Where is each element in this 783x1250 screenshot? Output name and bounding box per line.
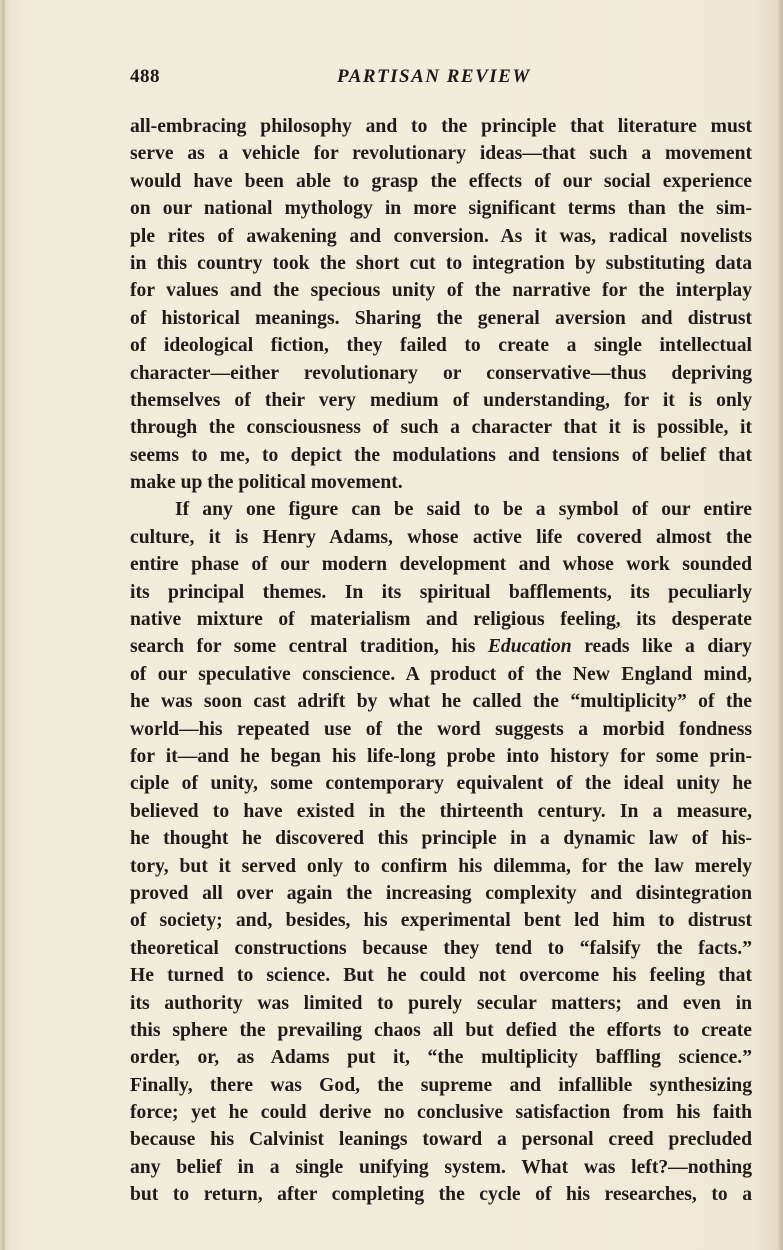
text-line: of historical meanings. Sharing the general aversion and distrust bbox=[130, 307, 752, 329]
text-line: on our national mythology in more significant terms than the sim- bbox=[130, 198, 752, 220]
text-line: culture, it is Henry Adams, whose active life covered almost the bbox=[130, 526, 752, 548]
text-line: native mixture of materialism and religious feeling, its desperate bbox=[130, 609, 752, 631]
text-line: force; yet he could derive no conclusive satisfaction from his faith bbox=[130, 1102, 752, 1124]
text-line: entire phase of our modern development and whose work sounded bbox=[130, 554, 752, 576]
text-line: for it—and he began his life-long probe into history for some prin- bbox=[130, 745, 752, 767]
page-number: 488 bbox=[130, 66, 160, 87]
text-line: He turned to science. But he could not overcome his feeling that bbox=[130, 965, 752, 987]
text-line: any belief in a single unifying system. What was left?—nothing bbox=[130, 1156, 752, 1178]
text-line: believed to have existed in the thirteenth century. In a measure, bbox=[130, 800, 752, 822]
text-line: order, or, as Adams put it, “the multiplicity baffling science.” bbox=[130, 1047, 752, 1069]
text-line: character—either revolutionary or conservative—thus depriving bbox=[130, 362, 752, 384]
text-line: its principal themes. In its spiritual bafflements, its peculiarly bbox=[130, 581, 752, 603]
paragraph-end-line: make up the political movement. bbox=[130, 472, 403, 494]
text-segment: search for some central tradition, his bbox=[130, 636, 488, 658]
text-line: of our speculative conscience. A product of the New England mind, bbox=[130, 663, 752, 685]
running-head bbox=[130, 66, 752, 96]
paragraph-start-line: If any one figure can be said to be a symbol of our entire bbox=[175, 499, 752, 521]
text-line: theoretical constructions because they tend to “falsify the facts.” bbox=[130, 937, 752, 959]
text-line: proved all over again the increasing complexity and disintegration bbox=[130, 882, 752, 904]
body-text bbox=[130, 113, 752, 1209]
text-line: all-embracing philosophy and to the principle that literature must bbox=[130, 116, 752, 137]
text-line: ple rites of awakening and conversion. As it was, radical novelists bbox=[130, 225, 752, 247]
text-line: tory, but it served only to confirm his dilemma, for the law merely bbox=[130, 855, 752, 877]
book-title-education: Education bbox=[487, 636, 572, 658]
text-line: Finally, there was God, the supreme and infallible synthesizing bbox=[130, 1074, 752, 1096]
text-line: themselves of their very medium of understanding, for it is only bbox=[130, 389, 752, 411]
text-line: this sphere the prevailing chaos all but defied the efforts to create bbox=[130, 1019, 752, 1041]
text-line: because his Calvinist leanings toward a personal creed precluded bbox=[130, 1129, 752, 1151]
text-line: in this country took the short cut to integration by substituting data bbox=[130, 252, 752, 274]
text-line: would have been able to grasp the effects of our social experience bbox=[130, 170, 752, 192]
text-line: of ideological fiction, they failed to create a single intellectual bbox=[130, 335, 752, 357]
text-line: world—his repeated use of the word suggests a morbid fondness bbox=[130, 718, 752, 740]
text-line: through the consciousness of such a character that it is possible, it bbox=[130, 417, 752, 439]
text-line-with-title bbox=[130, 633, 752, 660]
text-line: of society; and, besides, his experimental bent led him to distrust bbox=[130, 910, 752, 932]
text-line: he thought he discovered this principle in a dynamic law of his- bbox=[130, 828, 752, 850]
text-line: serve as a vehicle for revolutionary ideas—that such a movement bbox=[130, 143, 752, 165]
text-line: for values and the specious unity of the narrative for the interplay bbox=[130, 280, 752, 302]
text-line: ciple of unity, some contemporary equivalent of the ideal unity he bbox=[130, 773, 752, 795]
text-segment: reads like a diary bbox=[571, 636, 752, 658]
page-edge-shadow bbox=[777, 0, 783, 1250]
text-line: he was soon cast adrift by what he called the “multiplicity” of the bbox=[130, 691, 752, 713]
text-line: but to return, after completing the cycle of his researches, to a bbox=[130, 1184, 752, 1206]
journal-title: PARTISAN REVIEW bbox=[337, 66, 531, 87]
text-line: its authority was limited to purely secular matters; and even in bbox=[130, 992, 752, 1014]
text-line: seems to me, to depict the modulations and tensions of belief that bbox=[130, 444, 752, 466]
